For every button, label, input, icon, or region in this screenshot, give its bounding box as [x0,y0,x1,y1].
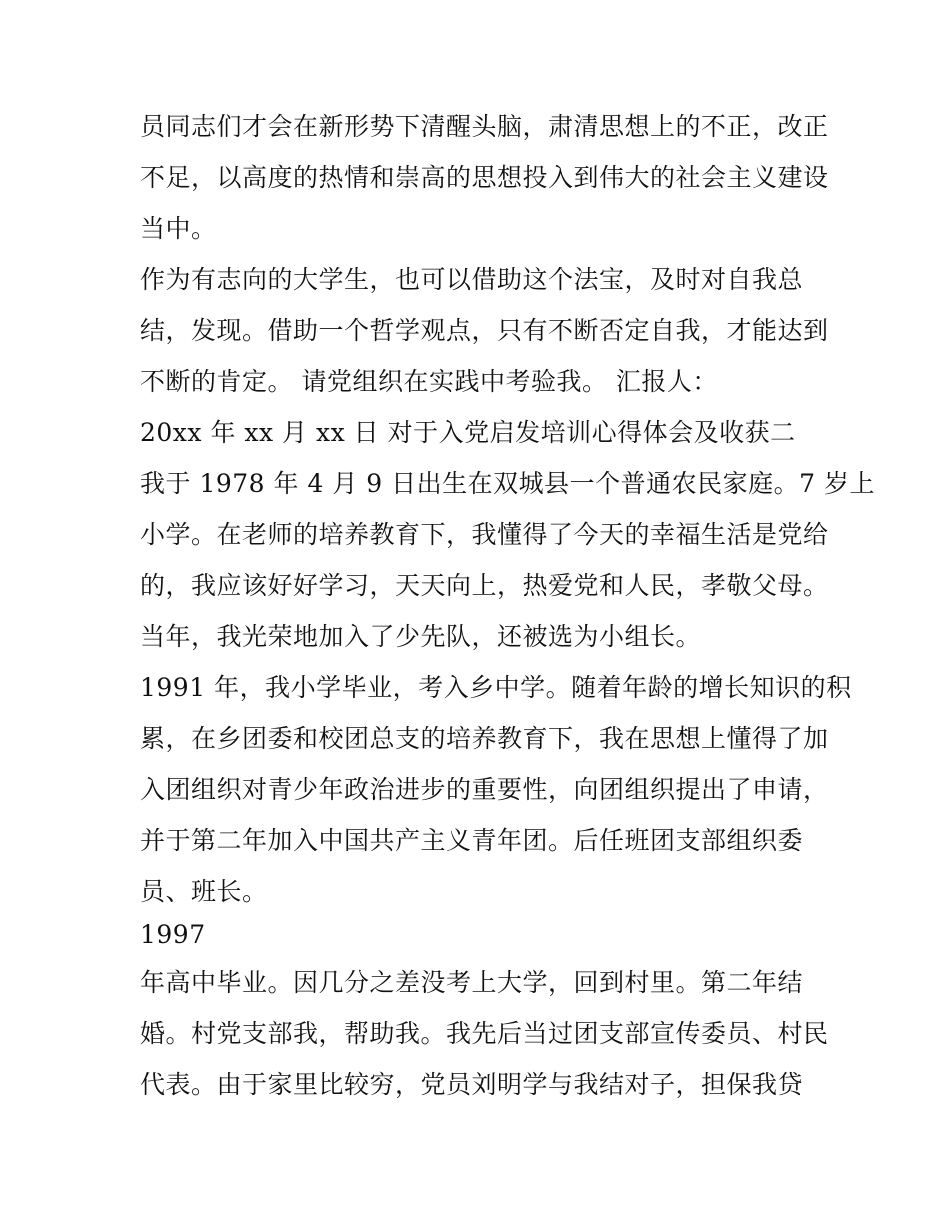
text-line: 年高中毕业。因几分之差没考上大学，回到村里。第二年结 [140,968,804,997]
text-line: 1997 [140,920,206,949]
text-line: 代表。由于家里比较穷，党员刘明学与我结对子，担保我贷 [140,1070,804,1099]
text-line: 员同志们才会在新形势下清醒头脑，肃清思想上的不正，改正 [140,112,829,141]
text-line: 的，我应该好好学习，天天向上，热爱党和人民，孝敬父母。 [140,571,829,600]
text-line: 结，发现。借助一个哲学观点，只有不断否定自我，才能达到 [140,316,829,345]
text-line: 1991 年，我小学毕业，考入乡中学。随着年龄的增长知识的积 [140,673,852,702]
text-line: 我于 1978 年 4 月 9 日出生在双城县一个普通农民家庭。7 岁上 [140,469,875,498]
text-line: 作为有志向的大学生，也可以借助这个法宝，及时对自我总 [140,265,804,294]
text-line: 不断的肯定。 请党组织在实践中考验我。 汇报人： [140,367,718,396]
text-line: 小学。在老师的培养教育下，我懂得了今天的幸福生活是党给 [140,520,829,549]
text-line: 20xx 年 xx 月 xx 日 对于入党启发培训心得体会及收获二 [140,418,796,447]
text-line: 入团组织对青少年政治进步的重要性，向团组织提出了申请， [140,775,829,804]
text-line: 不足，以高度的热情和崇高的思想投入到伟大的社会主义建设 [140,163,829,192]
text-line: 婚。村党支部我，帮助我。我先后当过团支部宣传委员、村民 [140,1019,829,1048]
text-line: 员、班长。 [140,877,268,906]
text-line: 累，在乡团委和校团总支的培养教育下，我在思想上懂得了加 [140,724,829,753]
text-line: 当年，我光荣地加入了少先队，还被选为小组长。 [140,622,702,651]
text-line: 并于第二年加入中国共产主义青年团。后任班团支部组织委 [140,826,804,855]
text-line: 当中。 [140,214,217,243]
